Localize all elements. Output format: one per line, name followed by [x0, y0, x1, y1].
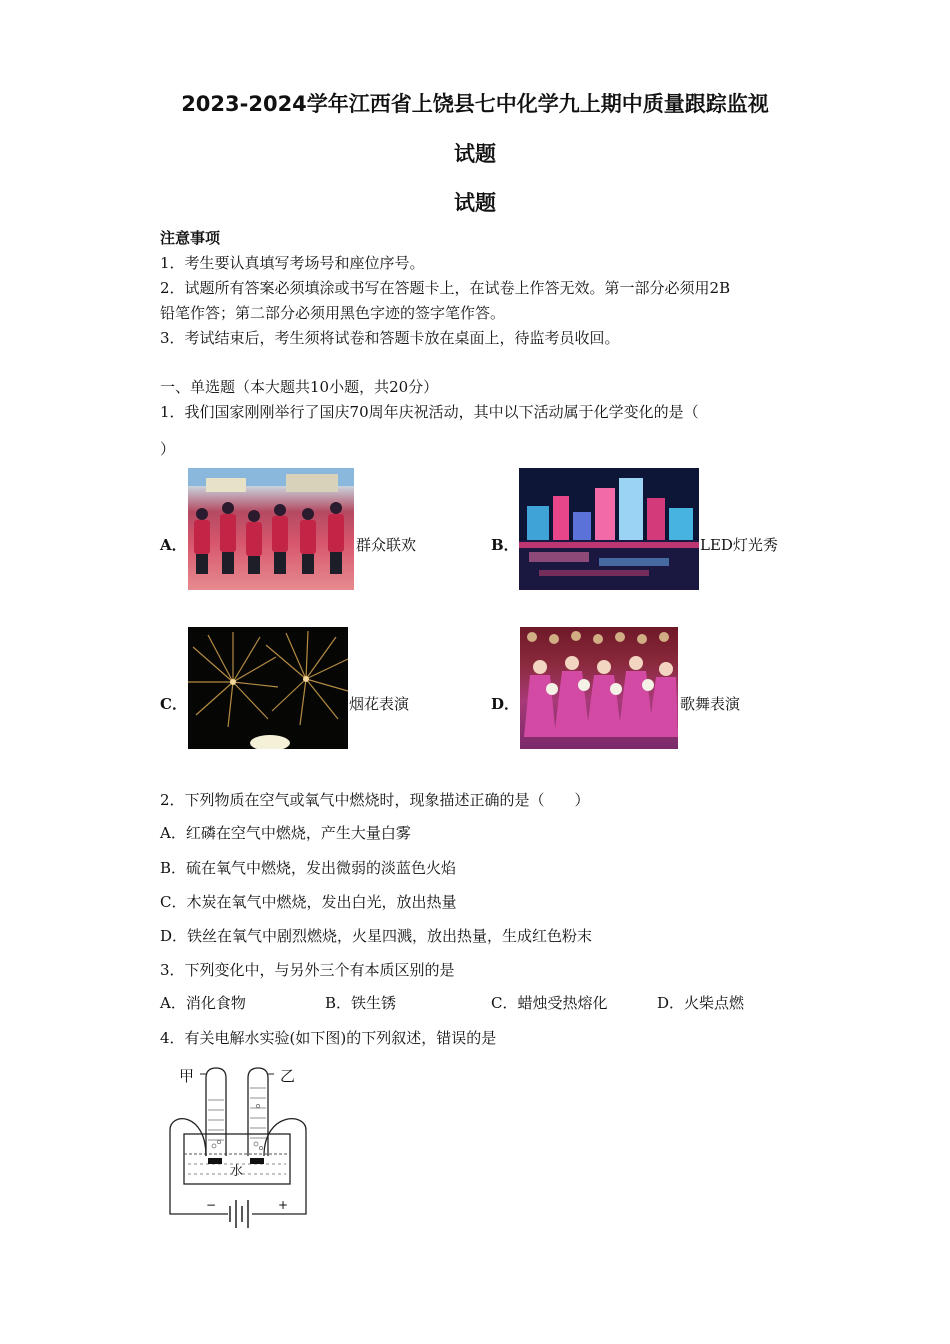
q2-option-a: A．红磷在空气中燃烧，产生大量白雾: [160, 824, 411, 842]
water-label: 水: [230, 1164, 244, 1179]
q2-option-c: C．木炭在氧气中燃烧，发出白光，放出热量: [160, 893, 457, 911]
q1-option-b-label: B．: [491, 536, 519, 554]
q1-option-d-label: D．: [491, 695, 520, 713]
q1-option-c-label: C．: [160, 695, 187, 713]
q3-option-c: C．蜡烛受热熔化: [491, 994, 608, 1012]
q1-option-a-caption: 群众联欢: [356, 536, 417, 554]
tube-label-right: 乙: [280, 1067, 296, 1085]
q2-option-b: B．硫在氧气中燃烧，发出微弱的淡蓝色火焰: [160, 859, 457, 877]
positive-terminal-label: +: [278, 1198, 289, 1212]
q2-option-d: D．铁丝在氧气中剧烈燃烧，火星四溅，放出热量，生成红色粉末: [160, 927, 593, 945]
negative-terminal-label: −: [206, 1198, 217, 1212]
q3-stem: 3．下列变化中，与另外三个有本质区别的是: [160, 961, 455, 979]
q2-stem: 2．下列物质在空气或氧气中燃烧时，现象描述正确的是（ ）: [160, 791, 590, 809]
led-light-show-photo: [519, 468, 699, 590]
electrolysis-diagram: [166, 1060, 316, 1242]
notice-heading: 注意事项: [160, 229, 221, 247]
exam-title-line3: 试题: [454, 191, 496, 215]
song-and-dance-photo: [520, 627, 678, 749]
q3-option-d: D．火柴点燃: [657, 994, 745, 1012]
section-heading: 一、单选题（本大题共10小题，共20分）: [160, 378, 439, 396]
notice-item: 铅笔作答；第二部分必须用黑色字迹的签字笔作答。: [160, 304, 506, 322]
notice-item: 3．考试结束后，考生须将试卷和答题卡放在桌面上，待监考员收回。: [160, 329, 620, 347]
notice-item: 1．考生要认真填写考场号和座位序号。: [160, 254, 425, 272]
tube-label-left: 甲: [179, 1067, 195, 1085]
fireworks-photo: [188, 627, 348, 749]
q1-option-d-caption: 歌舞表演: [680, 695, 741, 713]
q1-stem: 1．我们国家刚刚举行了国庆70周年庆祝活动，其中以下活动属于化学变化的是（: [160, 403, 699, 421]
q3-option-a: A．消化食物: [160, 994, 246, 1012]
exam-title-line2: 试题: [454, 142, 496, 166]
q1-option-c-caption: 烟花表演: [349, 695, 410, 713]
crowd-celebration-photo: [188, 468, 354, 590]
q1-option-b-caption: LED灯光秀: [700, 536, 778, 554]
q4-stem: 4．有关电解水实验(如下图)的下列叙述，错误的是: [160, 1029, 497, 1047]
q3-option-b: B．铁生锈: [325, 994, 397, 1012]
exam-title-line1: 2023-2024学年江西省上饶县七中化学九上期中质量跟踪监视: [181, 92, 769, 116]
notice-item: 2．试题所有答案必须填涂或书写在答题卡上，在试卷上作答无效。第一部分必须用2B: [160, 279, 731, 297]
q1-stem-continued: ）: [160, 440, 176, 458]
q1-option-a-label: A．: [160, 536, 187, 554]
